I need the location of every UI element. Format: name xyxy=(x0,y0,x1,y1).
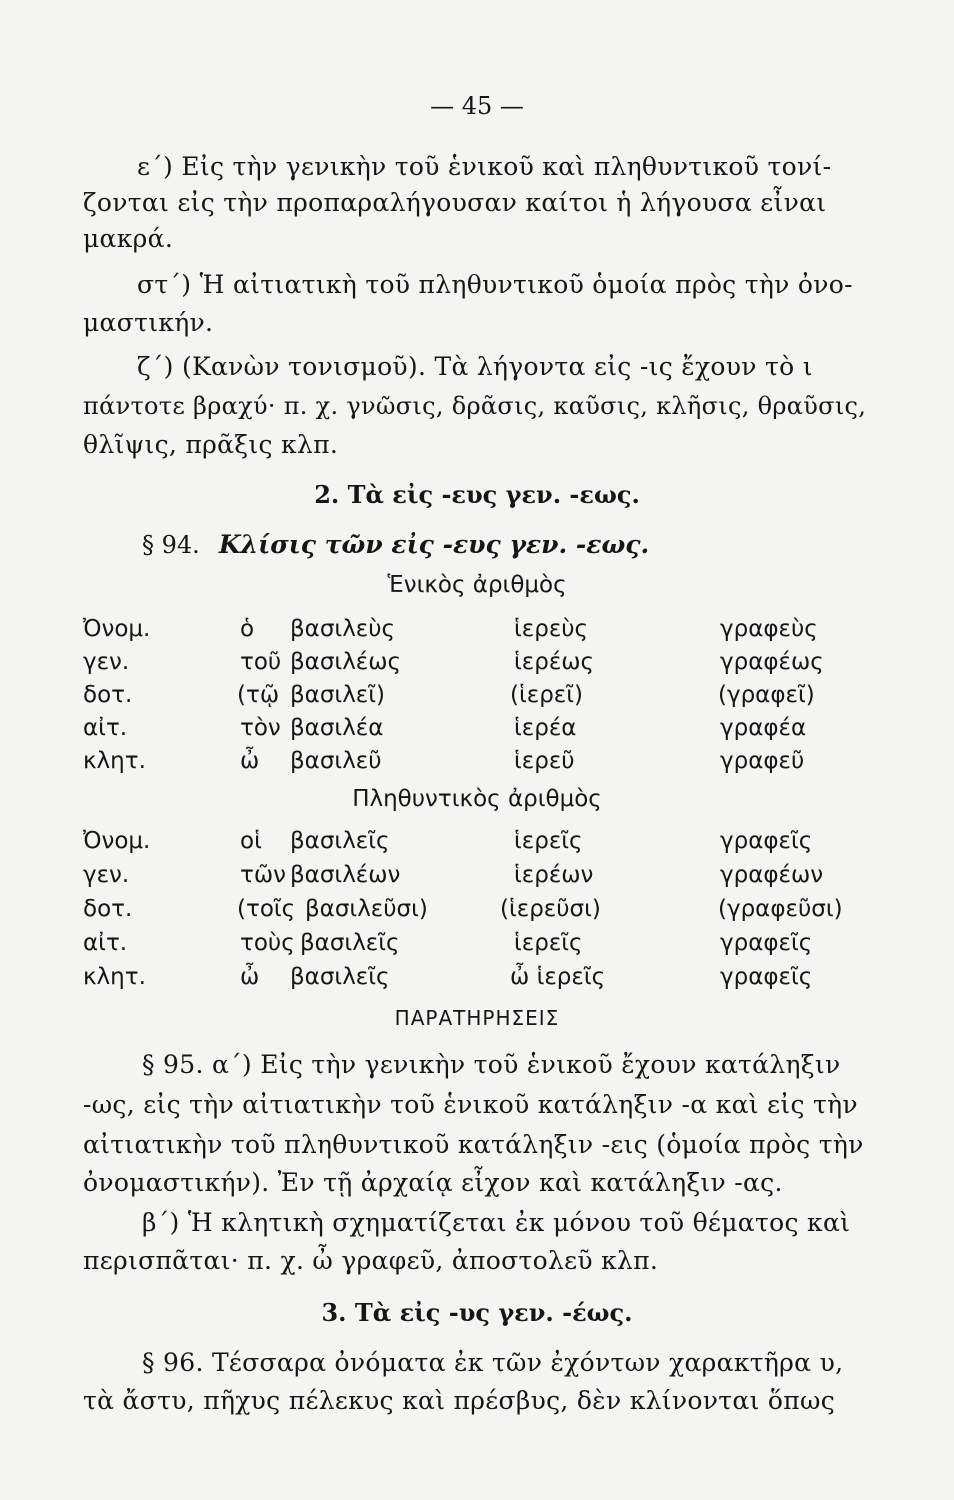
word-basileus: βασιλέων xyxy=(290,862,401,888)
text-line: ὀνομαστικήν). Ἐν τῇ ἀρχαίᾳ εἶχον καὶ κατάληξιν -ας. xyxy=(83,1168,783,1197)
word-iereus: ὦ ἱερεῖς xyxy=(510,964,606,990)
word-iereus: ἱερεῖς xyxy=(514,930,583,956)
word-grapheus: (γραφεῖ) xyxy=(718,682,815,708)
article: τοὺς xyxy=(240,930,295,956)
word-grapheus: γραφεῖς xyxy=(720,964,813,990)
text-line: β΄) Ἡ κλητικὴ σχηματίζεται ἐκ μόνου τοῦ θέματος καὶ xyxy=(142,1208,851,1237)
text-line: § 95. α΄) Εἰς τὴν γενικὴν τοῦ ἑνικοῦ ἔχουν κατάληξιν xyxy=(142,1050,841,1079)
case-label: αἰτ. xyxy=(83,930,128,956)
word-basileus: βασιλεὺς xyxy=(290,616,396,642)
text-line: τὰ ἄστυ, πῆχυς πέλεκυς καὶ πρέσβυς, δὲν κλίνονται ὅπως xyxy=(83,1386,835,1415)
word-basileus: βασιλεῖς xyxy=(290,828,390,854)
word-grapheus: γραφεῖς xyxy=(720,828,813,854)
case-label: δοτ. xyxy=(83,682,133,708)
word-grapheus: γραφέως xyxy=(720,649,824,675)
plural-label: Πληθυντικὸς ἀριθμὸς xyxy=(352,786,602,812)
word-iereus: ἱερεῦ xyxy=(514,748,575,774)
case-label: Ὀνομ. xyxy=(83,828,151,854)
case-label: γεν. xyxy=(83,862,130,888)
text-line: μακρά. xyxy=(83,224,174,253)
word-grapheus: γραφεῖς xyxy=(720,930,813,956)
word-iereus: (ἱερεῦσι) xyxy=(500,896,601,922)
article: ὦ xyxy=(240,964,260,990)
word-basileus: βασιλεῖς xyxy=(300,930,400,956)
singular-label: Ἑνικὸς ἀριθμὸς xyxy=(387,572,567,598)
article: τὸν xyxy=(240,715,281,741)
text-line: μαστικήν. xyxy=(83,308,214,337)
article: (τῷ xyxy=(237,682,280,708)
case-label: κλητ. xyxy=(83,964,146,990)
case-label: κλητ. xyxy=(83,748,146,774)
word-grapheus: γραφεῦ xyxy=(720,748,805,774)
case-label: γεν. xyxy=(83,649,130,675)
word-basileus: βασιλεῖ) xyxy=(290,682,385,708)
article: τοῦ xyxy=(240,649,282,675)
article: τῶν xyxy=(240,862,286,888)
word-iereus: (ἱερεῖ) xyxy=(510,682,583,708)
text-line: ζονται εἰς τὴν προπαραλήγουσαν καίτοι ἡ λήγουσα εἶναι xyxy=(83,188,827,217)
word-grapheus: γραφέων xyxy=(720,862,824,888)
text-line: στ΄) Ἡ αἰτιατικὴ τοῦ πληθυντικοῦ ὁμοία πρὸς τὴν ὀνο- xyxy=(137,270,853,299)
subsection-heading: 3. Τὰ εἰς -υς γεν. -έως. xyxy=(321,1298,633,1327)
text-line: ζ΄) (Κανὼν τονισμοῦ). Τὰ λήγοντα εἰς -ις ἔχουν τὸ ι xyxy=(137,352,813,381)
section-94-header xyxy=(142,530,649,559)
text-line: § 96. Τέσσαρα ὀνόματα ἐκ τῶν ἐχόντων χαρακτῆρα υ, xyxy=(142,1348,844,1377)
remarks-heading: ΠΑΡΑΤΗΡΗΣΕΙΣ xyxy=(394,1006,560,1030)
article: οἱ xyxy=(240,828,262,854)
word-iereus: ἱερεὺς xyxy=(514,616,589,642)
text-line: -ως, εἰς τὴν αἰτιατικὴν τοῦ ἑνικοῦ κατάληξιν -α καὶ εἰς τὴν xyxy=(83,1090,858,1119)
word-grapheus: (γραφεῦσι) xyxy=(718,896,843,922)
word-basileus: βασιλεῦ xyxy=(290,748,382,774)
text-line: ε΄) Εἰς τὴν γενικὴν τοῦ ἑνικοῦ καὶ πληθυντικοῦ τονί- xyxy=(137,152,832,181)
word-basileus: βασιλεῦσι) xyxy=(305,896,428,922)
article: ὦ xyxy=(240,748,260,774)
word-iereus: ἱερέων xyxy=(514,862,594,888)
text-line: περισπᾶται· π. χ. ὦ γραφεῦ, ἀποστολεῦ κλπ. xyxy=(83,1246,659,1275)
word-grapheus: γραφεὺς xyxy=(720,616,818,642)
text-line: πάντοτε βραχύ· π. χ. γνῶσις, δρᾶσις, καῦσις, κλῆσις, θραῦσις, xyxy=(83,392,867,420)
case-label: δοτ. xyxy=(83,896,133,922)
section-number: § 94. xyxy=(142,531,200,559)
case-label: Ὀνομ. xyxy=(83,616,151,642)
word-basileus: βασιλέα xyxy=(290,715,384,741)
word-basileus: βασιλέως xyxy=(290,649,402,675)
word-iereus: ἱερέα xyxy=(514,715,577,741)
word-iereus: ἱερέως xyxy=(514,649,595,675)
case-label: αἰτ. xyxy=(83,715,128,741)
page-number: — 45 — xyxy=(430,92,524,120)
section-title: Κλίσις τῶν εἰς -ευς γεν. -εως. xyxy=(218,530,650,559)
text-line: αἰτιατικὴν τοῦ πληθυντικοῦ κατάληξιν -εις (ὁμοία πρὸς τὴν xyxy=(83,1130,864,1159)
text-line: θλῖψις, πρᾶξις κλπ. xyxy=(83,430,339,459)
article: ὁ xyxy=(240,616,255,642)
word-iereus: ἱερεῖς xyxy=(514,828,583,854)
word-grapheus: γραφέα xyxy=(720,715,807,741)
article: (τοῖς xyxy=(237,896,296,922)
subsection-heading: 2. Τὰ εἰς -ευς γεν. -εως. xyxy=(314,480,640,509)
word-basileus: βασιλεῖς xyxy=(290,964,390,990)
